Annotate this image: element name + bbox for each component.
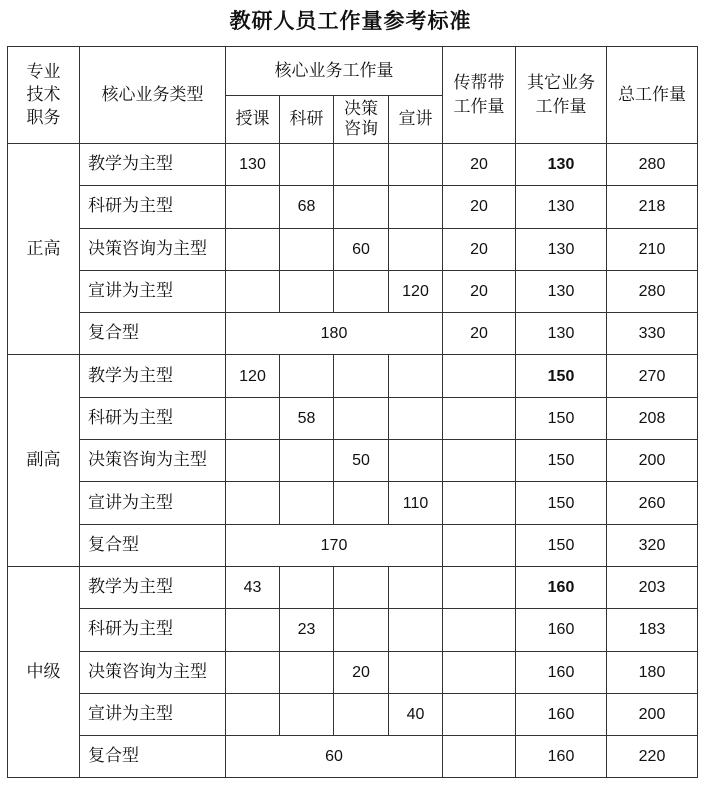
table-row [8,313,698,355]
header-total: 总工作量 [607,47,698,144]
mentoring-cell: 20 [443,313,516,355]
composite-cell: 60 [226,736,443,778]
mentoring-cell [443,736,516,778]
type-cell: 教学为主型 [80,566,226,608]
other-cell: 130 [516,313,607,355]
total-cell: 208 [607,397,698,439]
type-cell: 教学为主型 [80,144,226,186]
type-cell: 复合型 [80,313,226,355]
teaching-cell [226,440,280,482]
other-cell: 150 [516,482,607,524]
table-row [8,651,698,693]
total-cell: 260 [607,482,698,524]
rank-cell: 正高 [8,144,80,355]
teaching-cell [226,397,280,439]
total-cell: 220 [607,736,698,778]
teaching-cell: 130 [226,144,280,186]
lecturing-cell: 120 [389,270,443,312]
lecturing-cell [389,440,443,482]
type-cell: 决策咨询为主型 [80,228,226,270]
mentoring-cell [443,440,516,482]
header-lecturing: 宣讲 [389,96,443,144]
lecturing-cell: 40 [389,693,443,735]
table-body [8,144,698,778]
research-cell [280,566,334,608]
rank-cell: 副高 [8,355,80,566]
table-row [8,566,698,608]
lecturing-cell [389,651,443,693]
header-teaching: 授课 [226,96,280,144]
table-row [8,355,698,397]
other-cell: 150 [516,397,607,439]
mentoring-cell: 20 [443,186,516,228]
lecturing-cell [389,186,443,228]
total-cell: 180 [607,651,698,693]
other-cell: 150 [516,524,607,566]
header-research: 科研 [280,96,334,144]
mentoring-cell: 20 [443,228,516,270]
header-mentoring [443,47,516,144]
consulting-cell [334,693,389,735]
table-row [8,144,698,186]
mentoring-cell [443,609,516,651]
consulting-cell [334,566,389,608]
type-cell: 复合型 [80,736,226,778]
table-row [8,186,698,228]
consulting-cell [334,397,389,439]
total-cell: 280 [607,144,698,186]
total-cell: 320 [607,524,698,566]
header-position [8,47,80,144]
type-cell: 科研为主型 [80,609,226,651]
table-row [8,482,698,524]
rank-cell: 中级 [8,566,80,777]
total-cell: 218 [607,186,698,228]
teaching-cell: 120 [226,355,280,397]
type-cell: 宣讲为主型 [80,270,226,312]
total-cell: 280 [607,270,698,312]
consulting-cell: 20 [334,651,389,693]
teaching-cell [226,228,280,270]
consulting-cell [334,270,389,312]
type-cell: 决策咨询为主型 [80,440,226,482]
mentoring-cell [443,482,516,524]
consulting-cell [334,186,389,228]
table-row [8,609,698,651]
consulting-cell: 60 [334,228,389,270]
lecturing-cell [389,566,443,608]
teaching-cell [226,186,280,228]
type-cell: 复合型 [80,524,226,566]
total-cell: 203 [607,566,698,608]
page-title: 教研人员工作量参考标准 [229,8,472,33]
header-business-type: 核心业务类型 [80,47,226,144]
other-cell: 160 [516,736,607,778]
research-cell [280,228,334,270]
research-cell [280,482,334,524]
other-cell: 150 [516,355,607,397]
composite-cell: 170 [226,524,443,566]
other-cell: 160 [516,609,607,651]
type-cell: 宣讲为主型 [80,693,226,735]
type-cell: 教学为主型 [80,355,226,397]
header-position-text: 专业 技术 职务 [26,61,61,128]
research-cell [280,440,334,482]
mentoring-cell [443,397,516,439]
total-cell: 270 [607,355,698,397]
table-row [8,440,698,482]
other-cell: 130 [516,144,607,186]
table-row [8,397,698,439]
other-cell: 160 [516,651,607,693]
table-row [8,693,698,735]
composite-cell: 180 [226,313,443,355]
teaching-cell [226,270,280,312]
research-cell [280,651,334,693]
lecturing-cell [389,397,443,439]
lecturing-cell: 110 [389,482,443,524]
header-other [516,47,607,144]
mentoring-cell: 20 [443,270,516,312]
total-cell: 330 [607,313,698,355]
header-consulting-text: 决策 咨询 [344,99,378,139]
header-consulting [334,96,389,144]
teaching-cell: 43 [226,566,280,608]
total-cell: 210 [607,228,698,270]
table-row [8,736,698,778]
total-cell: 200 [607,693,698,735]
research-cell: 68 [280,186,334,228]
table-row [8,524,698,566]
mentoring-cell [443,651,516,693]
mentoring-cell: 20 [443,144,516,186]
teaching-cell [226,693,280,735]
consulting-cell [334,609,389,651]
research-cell [280,355,334,397]
total-cell: 200 [607,440,698,482]
consulting-cell [334,482,389,524]
type-cell: 科研为主型 [80,186,226,228]
mentoring-cell [443,524,516,566]
research-cell: 58 [280,397,334,439]
lecturing-cell [389,355,443,397]
mentoring-cell [443,566,516,608]
other-cell: 130 [516,228,607,270]
table-row [8,270,698,312]
workload-table [7,46,698,778]
consulting-cell: 50 [334,440,389,482]
lecturing-cell [389,228,443,270]
other-cell: 160 [516,693,607,735]
research-cell [280,270,334,312]
type-cell: 决策咨询为主型 [80,651,226,693]
consulting-cell [334,355,389,397]
research-cell [280,144,334,186]
research-cell: 23 [280,609,334,651]
teaching-cell [226,482,280,524]
lecturing-cell [389,144,443,186]
other-cell: 150 [516,440,607,482]
teaching-cell [226,651,280,693]
table-row [8,228,698,270]
other-cell: 130 [516,270,607,312]
mentoring-cell [443,355,516,397]
header-core-workload: 核心业务工作量 [226,47,443,96]
header-other-text: 其它业务 工作量 [527,73,595,117]
header-mentoring-text: 传帮带 工作量 [453,73,505,117]
other-cell: 130 [516,186,607,228]
mentoring-cell [443,693,516,735]
type-cell: 科研为主型 [80,397,226,439]
teaching-cell [226,609,280,651]
research-cell [280,693,334,735]
type-cell: 宣讲为主型 [80,482,226,524]
consulting-cell [334,144,389,186]
lecturing-cell [389,609,443,651]
other-cell: 160 [516,566,607,608]
total-cell: 183 [607,609,698,651]
